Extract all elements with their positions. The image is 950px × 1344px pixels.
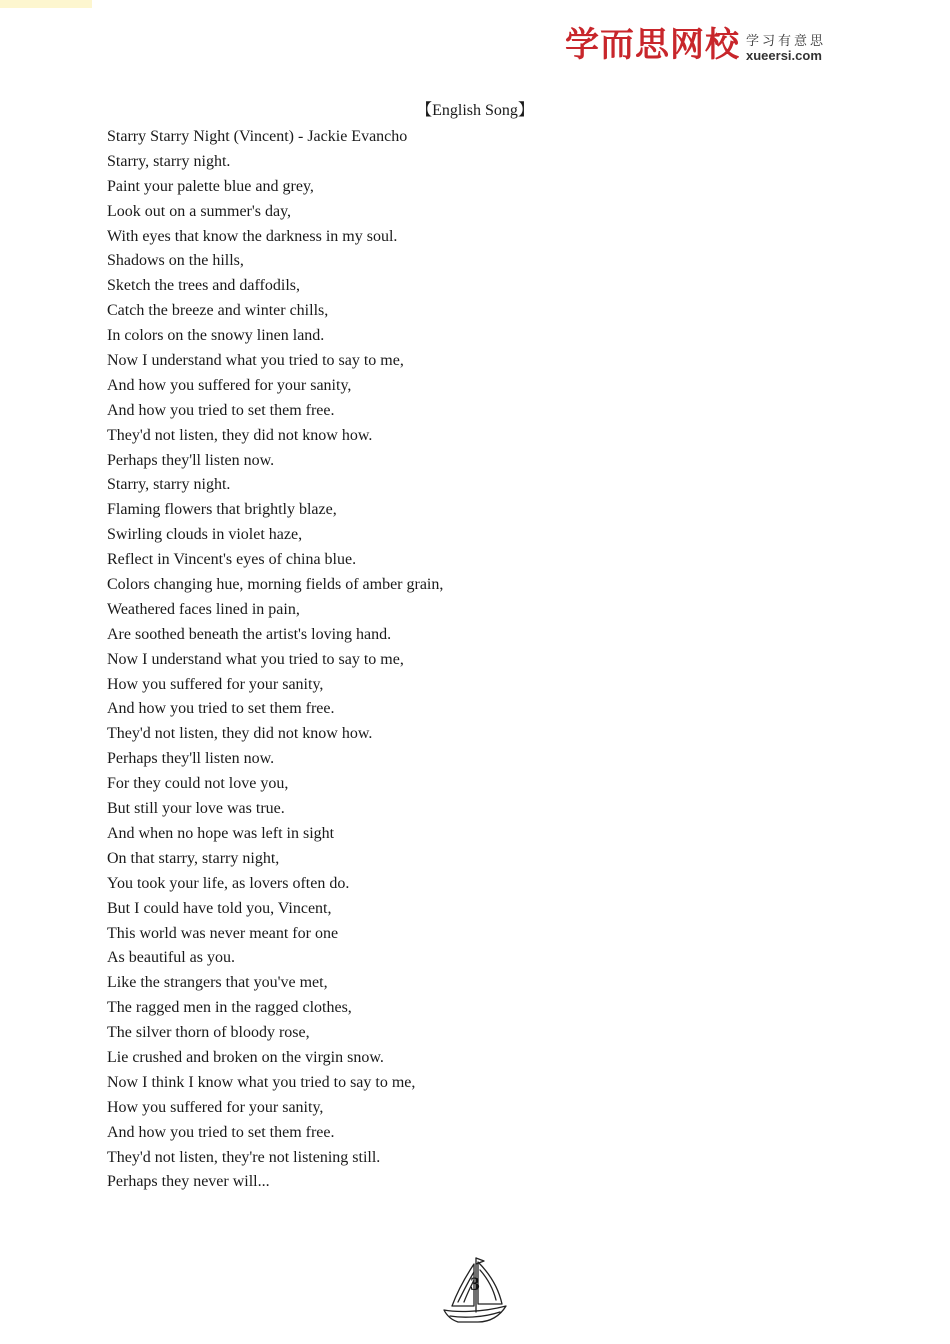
lyric-line: In colors on the snowy linen land. [107, 327, 325, 345]
lyric-line: Catch the breeze and winter chills, [107, 302, 329, 320]
lyric-line: They'd not listen, they're not listening still. [107, 1148, 381, 1166]
page-number: 3 [470, 1274, 480, 1295]
lyric-line: Shadows on the hills, [107, 252, 244, 270]
lyric-line: Like the strangers that you've met, [107, 974, 328, 992]
page-footer [440, 1254, 510, 1326]
lyric-line: Perhaps they'll listen now. [107, 451, 275, 469]
lyric-line: Swirling clouds in violet haze, [107, 526, 303, 544]
lyric-line: They'd not listen, they did not know how. [107, 725, 373, 743]
lyric-line: Are soothed beneath the artist's loving hand. [107, 625, 392, 643]
lyrics-list [107, 125, 443, 1195]
lyric-line: Weathered faces lined in pain, [107, 600, 300, 618]
lyric-line: With eyes that know the darkness in my soul. [107, 227, 398, 245]
lyric-line: But still your love was true. [107, 800, 285, 818]
lyric-line: Sketch the trees and daffodils, [107, 277, 300, 295]
lyric-line: Now I understand what you tried to say to me, [107, 352, 404, 370]
lyric-line: Flaming flowers that brightly blaze, [107, 501, 337, 519]
section-label: 【English Song】 [416, 102, 534, 119]
lyric-line: Now I understand what you tried to say to me, [107, 650, 404, 668]
lyric-line: Perhaps they never will... [107, 1173, 270, 1191]
logo-url: xueersi.com [746, 48, 822, 63]
lyric-line: For they could not love you, [107, 775, 289, 793]
lyric-line: This world was never meant for one [107, 924, 339, 942]
lyric-line: How you suffered for your sanity, [107, 675, 324, 693]
lyric-line: And how you tried to set them free. [107, 401, 335, 419]
logo-side [746, 34, 826, 63]
lyric-line: Colors changing hue, morning fields of amber grain, [107, 576, 444, 594]
lyric-line: On that starry, starry night, [107, 849, 280, 867]
corner-highlight [0, 0, 92, 8]
song-title-line: Starry Starry Night (Vincent) - Jackie Evancho [107, 128, 408, 145]
lyric-line: But I could have told you, Vincent, [107, 899, 332, 917]
brand-logo [565, 26, 826, 70]
lyric-line: Starry, starry night. [107, 476, 231, 494]
lyric-line: They'd not listen, they did not know how. [107, 426, 373, 444]
lyric-line: The silver thorn of bloody rose, [107, 1024, 310, 1042]
lyric-line: Paint your palette blue and grey, [107, 177, 314, 195]
logo-title: 学而思网校 [565, 25, 740, 65]
lyric-line: Look out on a summer's day, [107, 202, 292, 220]
lyric-line: And how you tried to set them free. [107, 1123, 335, 1141]
lyric-line: And how you tried to set them free. [107, 700, 335, 718]
lyric-line: Lie crushed and broken on the virgin snow. [107, 1048, 384, 1066]
lyric-line: As beautiful as you. [107, 949, 235, 967]
lyric-line: You took your life, as lovers often do. [107, 874, 350, 892]
lyric-line: And when no hope was left in sight [107, 824, 335, 842]
section-heading [0, 100, 950, 122]
logo-slogan: 学习有意思 [746, 34, 827, 49]
lyric-line: Now I think I know what you tried to say to me, [107, 1073, 416, 1091]
lyric-line: Starry, starry night. [107, 152, 231, 170]
lyric-line: And how you suffered for your sanity, [107, 376, 352, 394]
lyric-line: Reflect in Vincent's eyes of china blue. [107, 551, 357, 569]
lyric-line: How you suffered for your sanity, [107, 1098, 324, 1116]
lyric-line: The ragged men in the ragged clothes, [107, 999, 352, 1017]
lyric-line: Perhaps they'll listen now. [107, 750, 275, 768]
